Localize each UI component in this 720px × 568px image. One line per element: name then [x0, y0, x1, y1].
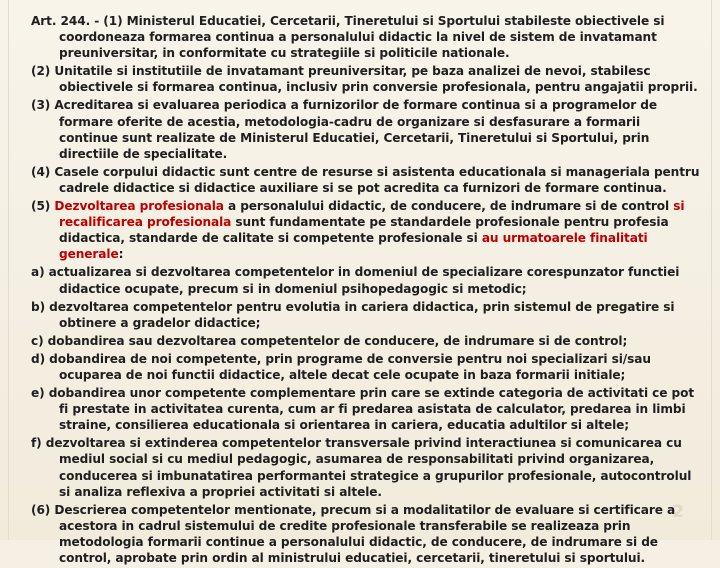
paragraph-pd [31, 351, 703, 383]
paragraph-p4 [31, 164, 703, 196]
text-segment: f) dezvoltarea si extinderea competentelor transversale privind interactiunea si comunicarea cu mediul social si cu mediul pedagogic, asumarea de responsabilitati privind organizarea, conducerea si imbunatatirea performantei strategice a grupurilor profesionale, autocontrolul si analiza reflexiva a propriei activitati si altele. [31, 436, 692, 499]
text-segment: d) dobandirea de noi competente, prin programe de conversie pentru noi specializari si/sau ocuparea de noi functii didactice, altele decat cele ocupate in baza formarii initiale; [31, 351, 651, 382]
text-segment: a personalului didactic, de conducere, de indrumare si de control [223, 199, 674, 214]
text-segment: e) dobandirea unor competente complementare prin care se extinde categoria de activitati ce pot fi prestate in activitatea curenta, cum ar fi predarea asistata de calculator, predarea in limbi straine, consilierea educationala si orientarea in cariera, educatia adultilor si altele; [31, 386, 695, 433]
paragraph-pc [31, 333, 703, 349]
right-frame-line [711, 0, 712, 540]
article-text [31, 13, 703, 568]
text-segment: c) dobandirea sau dezvoltarea competentelor de conducere, de indrumare si de control; [31, 333, 628, 348]
paragraph-pa [31, 264, 703, 296]
paragraph-art244 [31, 13, 703, 61]
page-number: 2 [672, 502, 684, 522]
paragraph-p3 [31, 97, 703, 161]
text-segment: (4) Casele corpului didactic sunt centre de resurse si asistenta educationala si manageriala pentru cadrele didactice si didactice auxiliare si se pot acredita ca furnizori de formare continua. [31, 164, 700, 195]
highlighted-phrase: au urmatoarele finalitati generale [59, 231, 648, 262]
paragraph-pf [31, 435, 703, 499]
text-segment: (3) Acreditarea si evaluarea periodica a furnizorilor de formare continua si a programelor de formare oferite de acestia, metodologia-cadru de organizare si desfasurare a formarii continue sunt realizate de Ministerul Educatiei, Cercetarii, Tineretului si Sportului, prin directiile de specialitate. [31, 98, 658, 161]
text-segment: (2) Unitatile si institutiile de invatamant preuniversitar, pe baza analizei de nevoi, stabilesc obiectivele si formarea continua, inclusiv prin conversie profesionala, pentru angajatii proprii. [31, 64, 698, 95]
text-segment: a) actualizarea si dezvoltarea competentelor in domeniul de specializare corespunzator functiei didactice ocupate, precum si in domeniul psihopedagogic si metodic; [31, 265, 680, 296]
left-frame-line [8, 0, 9, 540]
paragraph-pb [31, 299, 703, 331]
text-segment: : [118, 247, 124, 262]
highlighted-phrase: Dezvoltarea profesionala [54, 199, 224, 214]
text-segment: sunt fundamentate pe standardele profesionale pentru profesia didactica, standarde de calitate si competente profesionale si [59, 215, 669, 246]
paragraph-pe [31, 385, 703, 433]
highlighted-phrase: si recalificarea profesionala [59, 199, 685, 230]
paragraph-p5 [31, 198, 703, 262]
text-segment: (6) Descrierea competentelor mentionate, precum si a modalitatilor de evaluare si certificare a acestora in cadrul sistemului de credite profesionale transferabile se realizeaza prin metodologia formarii continue a personalului didactic, de conducere, de indrumare si de control, aprobate prin ordin al ministrului educatiei, cercetarii, tineretului si sportului. [31, 502, 676, 565]
text-segment: (5) [31, 199, 55, 214]
paragraph-p6 [31, 502, 703, 566]
text-segment: b) dezvoltarea competentelor pentru evolutia in cariera didactica, prin sistemul de pregatire si obtinere a gradelor didactice; [31, 299, 675, 330]
text-segment: Art. 244. - (1) Ministerul Educatiei, Cercetarii, Tineretului si Sportului stabileste obiectivele si coordoneaza formarea continua a personalului didactic la nivel de sistem de invatamant preuniversitar, in conformitate cu strategiile si politicile nationale. [31, 14, 665, 61]
paragraph-p2 [31, 63, 703, 95]
